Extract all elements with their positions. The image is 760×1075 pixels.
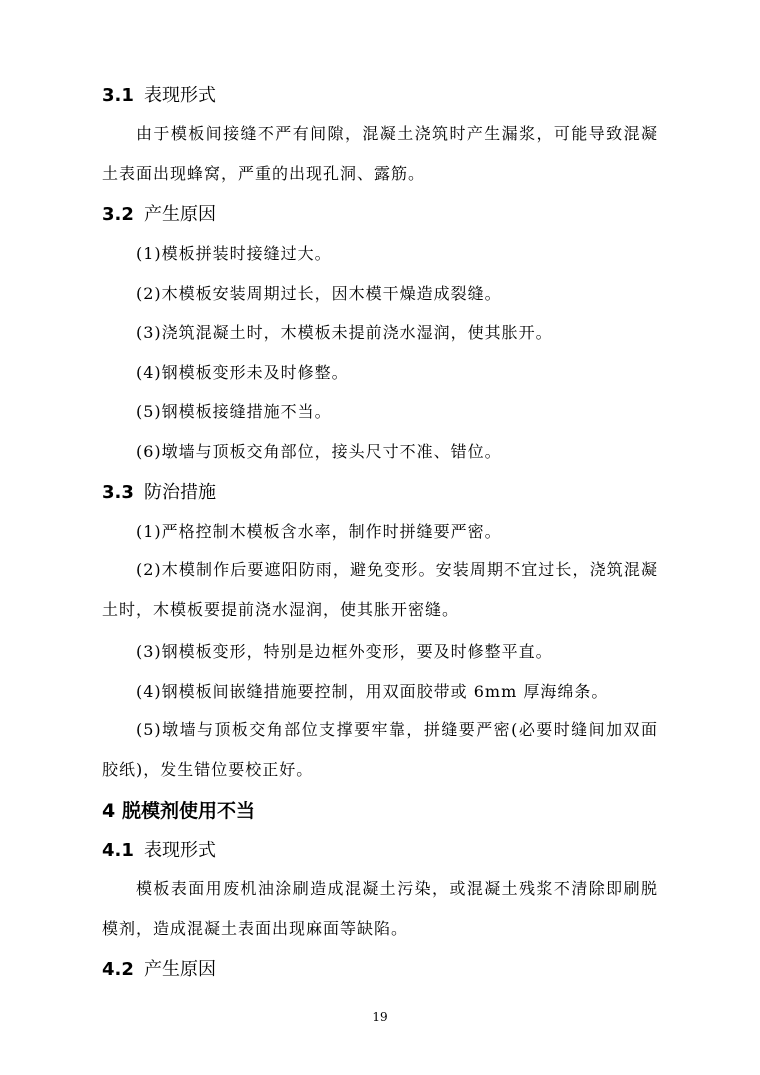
paragraph-3-1: 由于模板间接缝不严有间隙，混凝土浇筑时产生漏浆，可能导致混凝土表面出现蜂窝，严重的出现孔洞、露筋。 <box>102 124 658 183</box>
list-item: (2)木模板安装周期过长，因木模干燥造成裂缝。 <box>136 284 502 303</box>
section-title: 产生原因 <box>144 959 216 980</box>
list-item: (5)钢模板接缝措施不当。 <box>136 402 332 421</box>
section-number: 3.1 <box>102 85 134 106</box>
list-item: (3)浇筑混凝土时，木模板未提前浇水湿润，使其胀开。 <box>136 323 553 342</box>
section-number: 4.2 <box>102 959 134 980</box>
section-heading-4-1 <box>102 839 658 863</box>
section-title: 防治措施 <box>144 482 216 503</box>
list-item: (3)钢模板变形，特别是边框外变形，要及时修整平直。 <box>136 642 553 661</box>
section-heading-4-2 <box>102 958 658 982</box>
section-title: 表现形式 <box>144 840 216 861</box>
list-item: (6)墩墙与顶板交角部位，接头尺寸不准、错位。 <box>136 442 502 461</box>
section-heading-3-3 <box>102 481 658 505</box>
chapter-heading-4 <box>102 798 658 824</box>
chapter-number: 4 <box>102 800 116 822</box>
list-item: (4)钢模板变形未及时修整。 <box>136 363 349 382</box>
list-item: (1)模板拼装时接缝过大。 <box>136 244 332 263</box>
section-heading-3-2 <box>102 203 658 227</box>
section-title: 产生原因 <box>144 204 216 225</box>
section-title: 表现形式 <box>144 85 216 106</box>
section-number: 3.3 <box>102 482 134 503</box>
paragraph-4-1: 模板表面用废机油涂刷造成混凝土污染，或混凝土残浆不清除即刷脱模剂，造成混凝土表面出现麻面等缺陷。 <box>102 879 658 938</box>
section-heading-3-1 <box>102 84 658 108</box>
section-number: 4.1 <box>102 840 134 861</box>
section-number: 3.2 <box>102 204 134 225</box>
list-paragraph: (2)木模制作后要遮阳防雨，避免变形。安装周期不宜过长，浇筑混凝土时，木模板要提前浇水湿润，使其胀开密缝。 <box>102 560 658 619</box>
list-item: (4)钢模板间嵌缝措施要控制，用双面胶带或 6mm 厚海绵条。 <box>136 682 609 701</box>
chapter-title: 脱模剂使用不当 <box>122 800 256 822</box>
list-item: (1)严格控制木模板含水率，制作时拼缝要严密。 <box>136 522 502 541</box>
page-number: 19 <box>372 1010 388 1024</box>
list-paragraph: (5)墩墙与顶板交角部位支撑要牢靠，拼缝要严密(必要时缝间加双面胶纸)，发生错位要校正好。 <box>102 720 658 779</box>
